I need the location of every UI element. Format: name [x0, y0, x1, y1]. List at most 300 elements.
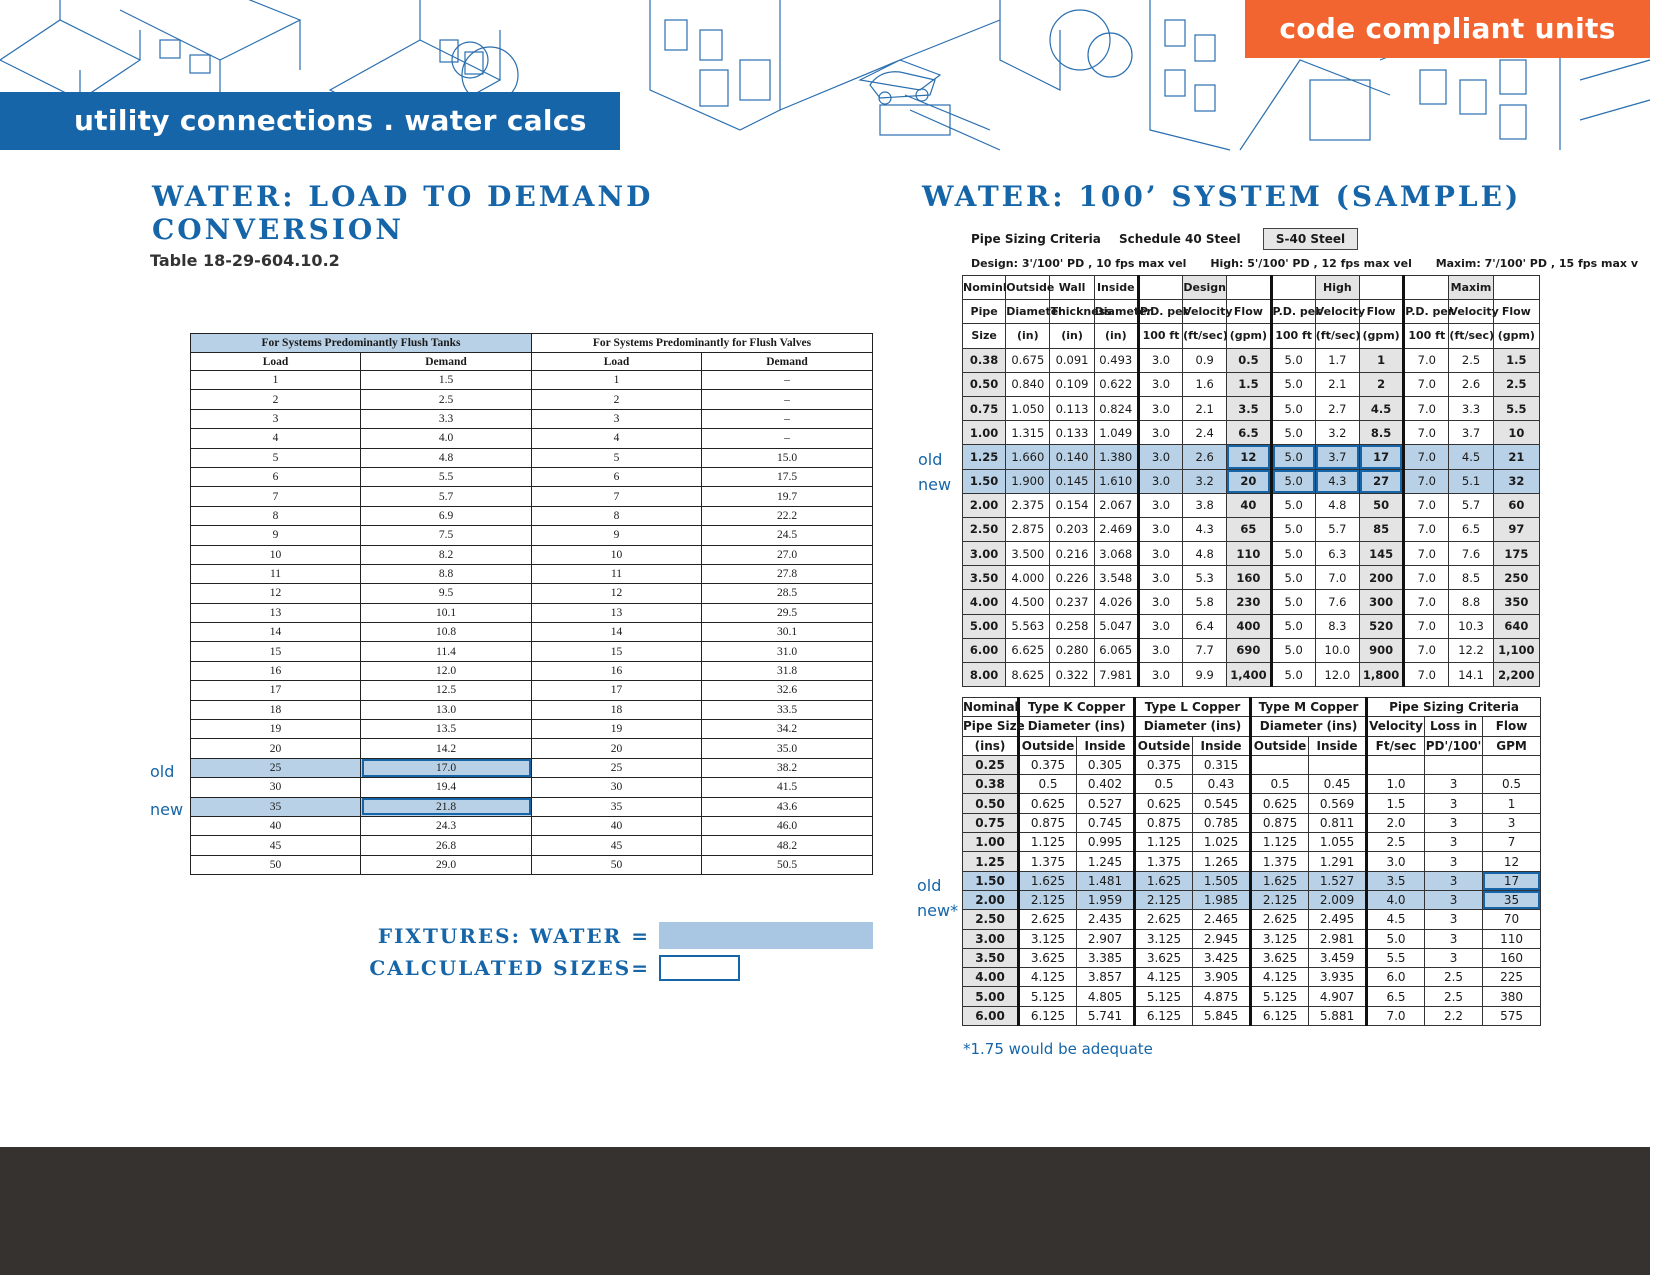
steel-cell: 7.0 — [1404, 372, 1449, 396]
copper-cell: 3.125 — [1019, 929, 1077, 948]
steel-header-cell — [1404, 276, 1449, 300]
copper-header-cell: Inside — [1309, 736, 1367, 755]
table-row — [963, 614, 1540, 638]
table-row — [191, 836, 873, 855]
copper-cell: 0.625 — [1251, 794, 1309, 813]
copper-cell: 1.625 — [1019, 871, 1077, 890]
valve-load-cell: 16 — [532, 661, 702, 680]
tank-demand-cell: 13.5 — [361, 720, 532, 739]
steel-cell: 8.3 — [1315, 614, 1359, 638]
steel-cell: 250 — [1493, 566, 1539, 590]
copper-cell: 0.25 — [963, 755, 1019, 774]
steel-cell: 3.0 — [1138, 566, 1182, 590]
valve-load-cell: 30 — [532, 778, 702, 797]
copper-cell: 3.125 — [1135, 929, 1193, 948]
steel-cell: 4.3 — [1315, 469, 1359, 493]
copper-cell: 1.0 — [1367, 775, 1425, 794]
steel-cell: 3.50 — [963, 566, 1006, 590]
table-row — [191, 526, 873, 545]
steel-cell: 10.3 — [1449, 614, 1493, 638]
steel-cell: 1,100 — [1493, 638, 1539, 662]
valve-load-cell: 11 — [532, 564, 702, 583]
steel-cell: 2.875 — [1006, 517, 1050, 541]
schedule-box: S-40 Steel — [1263, 228, 1358, 250]
steel-cell: 0.622 — [1094, 372, 1138, 396]
copper-cell: 1.125 — [1019, 833, 1077, 852]
tank-demand-cell: 8.8 — [361, 564, 532, 583]
copper-cell: 3 — [1425, 929, 1483, 948]
steel-header-cell: Size — [963, 324, 1006, 348]
valve-demand-cell: 32.6 — [702, 681, 873, 700]
table-row — [963, 871, 1541, 890]
copper-cell: 4.125 — [1251, 968, 1309, 987]
steel-cell: 900 — [1359, 638, 1403, 662]
steel-new-label: new — [918, 475, 952, 494]
copper-cell: 1.265 — [1193, 852, 1251, 871]
steel-cell: 0.109 — [1050, 372, 1094, 396]
copper-cell: 2.945 — [1193, 929, 1251, 948]
table-row — [191, 623, 873, 642]
copper-header-cell: Ft/sec — [1367, 736, 1425, 755]
steel-cell: 0.38 — [963, 348, 1006, 372]
steel-header-cell: Flow — [1359, 300, 1403, 324]
copper-cell: 5.00 — [963, 987, 1019, 1006]
table-row — [191, 758, 873, 777]
steel-pipe-table — [962, 275, 1540, 687]
copper-cell: 3 — [1425, 775, 1483, 794]
copper-cell: 1.985 — [1193, 890, 1251, 909]
steel-cell: 3.3 — [1449, 396, 1493, 420]
steel-cell: 12 — [1227, 445, 1271, 469]
steel-header-cell: 100 ft — [1404, 324, 1449, 348]
copper-cell: 2.625 — [1251, 910, 1309, 929]
copper-cell: 70 — [1483, 910, 1541, 929]
steel-cell: 9.9 — [1183, 663, 1227, 687]
valve-demand-cell: 29.5 — [702, 603, 873, 622]
table-row — [963, 833, 1541, 852]
copper-cell: 3.5 — [1367, 871, 1425, 890]
steel-cell: 0.091 — [1050, 348, 1094, 372]
valve-load-cell: 12 — [532, 584, 702, 603]
steel-cell: 3.0 — [1138, 590, 1182, 614]
table-row — [963, 542, 1540, 566]
steel-cell: 3.0 — [1138, 469, 1182, 493]
table-row — [191, 778, 873, 797]
steel-header-cell: Diameter — [1006, 300, 1050, 324]
copper-cell: 1.125 — [1135, 833, 1193, 852]
copper-cell: 2.625 — [1019, 910, 1077, 929]
steel-cell: 8.8 — [1449, 590, 1493, 614]
steel-cell: 8.5 — [1359, 421, 1403, 445]
valve-load-cell: 7 — [532, 487, 702, 506]
copper-cell: 3.935 — [1309, 968, 1367, 987]
steel-cell: 10.0 — [1315, 638, 1359, 662]
steel-header-row — [963, 276, 1540, 300]
steel-header-cell: P.D. per — [1271, 300, 1315, 324]
table-row — [963, 852, 1541, 871]
steel-cell: 5.7 — [1315, 517, 1359, 541]
steel-cell: 7.0 — [1404, 614, 1449, 638]
valve-demand-cell: – — [702, 371, 873, 390]
steel-cell: 4.026 — [1094, 590, 1138, 614]
copper-cell: 1.625 — [1135, 871, 1193, 890]
steel-cell: 2.067 — [1094, 493, 1138, 517]
schedule-label: Schedule 40 Steel — [1119, 232, 1241, 246]
steel-cell: 0.145 — [1050, 469, 1094, 493]
valve-load-cell: 10 — [532, 545, 702, 564]
copper-cell: 3.625 — [1135, 948, 1193, 967]
valve-demand-cell: 30.1 — [702, 623, 873, 642]
valve-load-cell: 9 — [532, 526, 702, 545]
steel-header-cell: (gpm) — [1359, 324, 1403, 348]
copper-cell: 3 — [1425, 910, 1483, 929]
tank-demand-cell: 11.4 — [361, 642, 532, 661]
steel-cell: 1.5 — [1227, 372, 1271, 396]
steel-cell: 2.50 — [963, 517, 1006, 541]
copper-cell: 0.50 — [963, 794, 1019, 813]
steel-old-label: old — [918, 450, 943, 469]
steel-cell: 7.0 — [1404, 638, 1449, 662]
steel-cell: 0.75 — [963, 396, 1006, 420]
steel-cell: 175 — [1493, 542, 1539, 566]
steel-cell: 3.2 — [1183, 469, 1227, 493]
steel-cell: 7.0 — [1404, 663, 1449, 687]
tank-load-cell: 16 — [191, 661, 361, 680]
copper-cell: 2.465 — [1193, 910, 1251, 929]
steel-cell: 2.1 — [1183, 396, 1227, 420]
steel-cell: 5.5 — [1493, 396, 1539, 420]
steel-cell: 1,400 — [1227, 663, 1271, 687]
copper-header-cell: Outside — [1135, 736, 1193, 755]
table-row — [963, 755, 1541, 774]
copper-cell: 1.291 — [1309, 852, 1367, 871]
steel-cell: 7.0 — [1404, 348, 1449, 372]
steel-cell: 0.824 — [1094, 396, 1138, 420]
steel-cell: 0.493 — [1094, 348, 1138, 372]
copper-header-row — [963, 736, 1541, 755]
copper-header-cell: Pipe Sizing Criteria — [1367, 698, 1541, 717]
copper-header-cell: Type M Copper — [1251, 698, 1367, 717]
steel-cell: 5.0 — [1271, 663, 1315, 687]
valve-demand-cell: 48.2 — [702, 836, 873, 855]
copper-cell: 1.00 — [963, 833, 1019, 852]
steel-header-cell: (in) — [1094, 324, 1138, 348]
copper-cell: 0.315 — [1193, 755, 1251, 774]
tank-load-cell: 8 — [191, 506, 361, 525]
steel-cell: 3.0 — [1138, 348, 1182, 372]
copper-cell: 0.43 — [1193, 775, 1251, 794]
calculated-sizes-box — [659, 955, 740, 981]
steel-cell: 1.050 — [1006, 396, 1050, 420]
steel-cell: 2.4 — [1183, 421, 1227, 445]
load-demand-title-line1: WATER: LOAD TO DEMAND — [152, 180, 654, 213]
copper-cell: 5.125 — [1251, 987, 1309, 1006]
table-row — [191, 720, 873, 739]
copper-table-wrap — [962, 697, 1540, 1030]
steel-header-cell — [1493, 276, 1539, 300]
copper-cell: 5.125 — [1019, 987, 1077, 1006]
tank-demand-cell: 5.7 — [361, 487, 532, 506]
steel-cell: 2.6 — [1449, 372, 1493, 396]
copper-cell: 2.2 — [1425, 1006, 1483, 1025]
demand-header: Demand — [361, 353, 532, 371]
copper-header-cell: Velocity — [1367, 717, 1425, 736]
copper-cell: 0.811 — [1309, 813, 1367, 832]
steel-header-cell: P.D. per — [1404, 300, 1449, 324]
copper-cell: 1.055 — [1309, 833, 1367, 852]
steel-cell: 350 — [1493, 590, 1539, 614]
copper-cell: 4.00 — [963, 968, 1019, 987]
tank-load-cell: 3 — [191, 409, 361, 428]
copper-cell: 3 — [1425, 794, 1483, 813]
steel-cell: 50 — [1359, 493, 1403, 517]
steel-cell: 0.133 — [1050, 421, 1094, 445]
copper-cell: 2.50 — [963, 910, 1019, 929]
steel-header-cell: Velocity — [1315, 300, 1359, 324]
load-header: Load — [191, 353, 361, 371]
steel-header-row — [963, 324, 1540, 348]
copper-pipe-table — [962, 697, 1541, 1026]
steel-cell: 0.5 — [1227, 348, 1271, 372]
steel-cell: 4.500 — [1006, 590, 1050, 614]
load-demand-table — [190, 333, 873, 875]
steel-header-cell: (ft/sec) — [1183, 324, 1227, 348]
tank-demand-cell: 10.8 — [361, 623, 532, 642]
table-row — [963, 890, 1541, 909]
steel-cell: 5.00 — [963, 614, 1006, 638]
copper-cell: 6.125 — [1135, 1006, 1193, 1025]
steel-cell: 1.25 — [963, 445, 1006, 469]
copper-cell: 0.45 — [1309, 775, 1367, 794]
steel-cell: 2.6 — [1183, 445, 1227, 469]
steel-cell: 2.7 — [1315, 396, 1359, 420]
copper-cell: 6.125 — [1019, 1006, 1077, 1025]
valve-demand-cell: 27.0 — [702, 545, 873, 564]
fixtures-water-box — [659, 922, 873, 949]
steel-cell: 5.0 — [1271, 638, 1315, 662]
tank-demand-cell: 8.2 — [361, 545, 532, 564]
copper-cell: 0.375 — [1019, 755, 1077, 774]
copper-cell: 0.5 — [1135, 775, 1193, 794]
copper-header-cell: Nominal — [963, 698, 1019, 717]
copper-cell: 2.5 — [1425, 987, 1483, 1006]
steel-cell: 4.8 — [1183, 542, 1227, 566]
steel-cell: 5.0 — [1271, 614, 1315, 638]
valve-load-cell: 45 — [532, 836, 702, 855]
steel-cell: 4.000 — [1006, 566, 1050, 590]
copper-cell: 3 — [1425, 871, 1483, 890]
tank-demand-cell: 13.0 — [361, 700, 532, 719]
steel-cell: 2.5 — [1493, 372, 1539, 396]
tank-demand-cell: 19.4 — [361, 778, 532, 797]
steel-header-cell: Design — [1183, 276, 1227, 300]
valve-demand-cell: – — [702, 390, 873, 409]
copper-cell: 2.125 — [1135, 890, 1193, 909]
table-row — [191, 409, 873, 428]
steel-header-cell: 100 ft — [1138, 324, 1182, 348]
steel-cell: 20 — [1227, 469, 1271, 493]
copper-cell: 3 — [1425, 833, 1483, 852]
copper-cell: 0.5 — [1483, 775, 1541, 794]
tank-demand-cell: 2.5 — [361, 390, 532, 409]
copper-cell: 4.5 — [1367, 910, 1425, 929]
steel-cell: 5.0 — [1271, 493, 1315, 517]
table-row — [963, 517, 1540, 541]
tank-load-cell: 7 — [191, 487, 361, 506]
copper-cell: 1 — [1483, 794, 1541, 813]
steel-cell: 2 — [1359, 372, 1403, 396]
copper-header-row — [963, 698, 1541, 717]
steel-cell: 1.380 — [1094, 445, 1138, 469]
table-row — [963, 910, 1541, 929]
steel-header-cell: P.D. per — [1138, 300, 1182, 324]
steel-header-cell — [1359, 276, 1403, 300]
steel-cell: 6.5 — [1227, 421, 1271, 445]
table-row — [191, 855, 873, 874]
tank-demand-cell: 7.5 — [361, 526, 532, 545]
copper-cell: 6.0 — [1367, 968, 1425, 987]
copper-header-row — [963, 717, 1541, 736]
steel-cell: 5.0 — [1271, 517, 1315, 541]
steel-cell: 0.203 — [1050, 517, 1094, 541]
copper-cell: 1.375 — [1135, 852, 1193, 871]
steel-cell: 1,800 — [1359, 663, 1403, 687]
steel-cell: 0.50 — [963, 372, 1006, 396]
steel-cell: 1.6 — [1183, 372, 1227, 396]
steel-cell: 3.0 — [1138, 663, 1182, 687]
steel-cell: 5.0 — [1271, 421, 1315, 445]
copper-cell: 0.875 — [1251, 813, 1309, 832]
valve-load-cell: 50 — [532, 855, 702, 874]
copper-cell: 575 — [1483, 1006, 1541, 1025]
copper-cell: 3.625 — [1019, 948, 1077, 967]
copper-cell: 6.5 — [1367, 987, 1425, 1006]
table-row — [963, 929, 1541, 948]
copper-header-cell: Pipe Size — [963, 717, 1019, 736]
copper-cell: 3.625 — [1251, 948, 1309, 967]
steel-header-cell: Velocity — [1183, 300, 1227, 324]
tank-load-cell: 1 — [191, 371, 361, 390]
copper-cell: 0.569 — [1309, 794, 1367, 813]
copper-cell: 2.495 — [1309, 910, 1367, 929]
steel-cell: 3.0 — [1138, 372, 1182, 396]
steel-cell: 0.675 — [1006, 348, 1050, 372]
table-row — [963, 638, 1540, 662]
steel-cell: 5.0 — [1271, 469, 1315, 493]
steel-criteria — [971, 228, 1372, 250]
copper-cell: 5.125 — [1135, 987, 1193, 1006]
tank-demand-cell: 24.3 — [361, 816, 532, 835]
tank-demand-cell: 14.2 — [361, 739, 532, 758]
table-row — [191, 448, 873, 467]
tank-demand-cell: 10.1 — [361, 603, 532, 622]
steel-cell: 6.3 — [1315, 542, 1359, 566]
copper-cell: 1.245 — [1077, 852, 1135, 871]
tank-load-cell: 15 — [191, 642, 361, 661]
steel-table-wrap — [962, 275, 1540, 682]
steel-header-cell: Wall — [1050, 276, 1094, 300]
high-note: High: 5'/100' PD , 12 fps max vel — [1210, 257, 1412, 270]
tank-demand-cell: 17.0 — [361, 758, 532, 777]
copper-cell: 7.0 — [1367, 1006, 1425, 1025]
table-row — [963, 663, 1540, 687]
valve-demand-cell: 31.0 — [702, 642, 873, 661]
valve-load-cell: 3 — [532, 409, 702, 428]
steel-cell: 7.0 — [1404, 566, 1449, 590]
table-row — [191, 390, 873, 409]
table-row — [191, 584, 873, 603]
steel-header-cell: Inside — [1094, 276, 1138, 300]
copper-cell: 3.905 — [1193, 968, 1251, 987]
copper-cell: 0.5 — [1251, 775, 1309, 794]
steel-cell: 3.8 — [1183, 493, 1227, 517]
valve-load-cell: 1 — [532, 371, 702, 390]
copper-cell: 5.0 — [1367, 929, 1425, 948]
steel-cell: 21 — [1493, 445, 1539, 469]
valve-demand-cell: 17.5 — [702, 467, 873, 486]
copper-cell: 4.125 — [1019, 968, 1077, 987]
steel-cell: 2.00 — [963, 493, 1006, 517]
steel-cell: 1 — [1359, 348, 1403, 372]
tank-demand-cell: 4.8 — [361, 448, 532, 467]
table-row — [963, 372, 1540, 396]
valve-load-cell: 15 — [532, 642, 702, 661]
steel-cell: 145 — [1359, 542, 1403, 566]
copper-cell: 0.625 — [1019, 794, 1077, 813]
table-row — [963, 469, 1540, 493]
steel-cell: 5.0 — [1271, 566, 1315, 590]
tank-demand-cell: 9.5 — [361, 584, 532, 603]
table-row — [191, 661, 873, 680]
copper-header-cell: Inside — [1077, 736, 1135, 755]
steel-cell: 8.5 — [1449, 566, 1493, 590]
table-row — [963, 590, 1540, 614]
steel-cell: 200 — [1359, 566, 1403, 590]
copper-cell: 5.5 — [1367, 948, 1425, 967]
copper-header-cell: PD'/100' — [1425, 736, 1483, 755]
copper-cell: 4.875 — [1193, 987, 1251, 1006]
copper-cell: 0.625 — [1135, 794, 1193, 813]
copper-header-cell: Inside — [1193, 736, 1251, 755]
copper-cell: 3 — [1425, 890, 1483, 909]
copper-header-cell: Type L Copper — [1135, 698, 1251, 717]
valve-demand-cell: 41.5 — [702, 778, 873, 797]
copper-cell — [1251, 755, 1309, 774]
copper-cell: 4.805 — [1077, 987, 1135, 1006]
steel-cell: 3.500 — [1006, 542, 1050, 566]
steel-header-cell: (gpm) — [1227, 324, 1271, 348]
copper-cell: 0.527 — [1077, 794, 1135, 813]
steel-cell: 3.0 — [1138, 493, 1182, 517]
copper-cell: 1.527 — [1309, 871, 1367, 890]
steel-cell: 97 — [1493, 517, 1539, 541]
steel-cell: 27 — [1359, 469, 1403, 493]
tank-load-cell: 20 — [191, 739, 361, 758]
valve-load-cell: 14 — [532, 623, 702, 642]
steel-cell: 3.2 — [1315, 421, 1359, 445]
steel-header-cell: High — [1315, 276, 1359, 300]
copper-cell: 17 — [1483, 871, 1541, 890]
tank-load-cell: 35 — [191, 797, 361, 816]
copper-cell: 5.881 — [1309, 1006, 1367, 1025]
new-label: new — [150, 800, 184, 819]
tank-load-cell: 14 — [191, 623, 361, 642]
tank-load-cell: 30 — [191, 778, 361, 797]
copper-header-cell: Outside — [1019, 736, 1077, 755]
steel-cell: 12.0 — [1315, 663, 1359, 687]
table-row — [963, 445, 1540, 469]
copper-cell: 5.845 — [1193, 1006, 1251, 1025]
